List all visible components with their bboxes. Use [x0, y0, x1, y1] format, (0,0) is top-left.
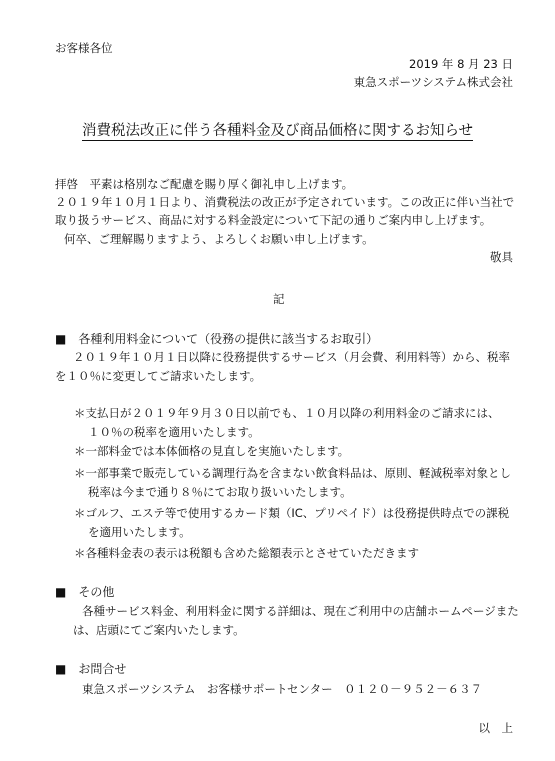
- body-greeting: 拝啓 平素は格別なご配慮を賜り厚く御礼申し上げます。: [55, 177, 354, 191]
- ending-ijou: 以 上: [478, 721, 513, 735]
- recipient: お客様各位: [55, 41, 113, 55]
- note-1: ＊支払日が２０１９年９月３０日以前でも、１０月以降の利用料金のご請求には、: [74, 406, 500, 420]
- section-heading-fees: ■ 各種利用料金について（役務の提供に該当するお取引）: [55, 332, 379, 346]
- note-4: ＊ゴルフ、エステ等で使用するカード類（IC、プリペイド）は役務提供時点での課税: [74, 506, 510, 520]
- closing-keigu: 敬具: [490, 250, 513, 264]
- document-title: 消費税法改正に伴う各種料金及び商品価格に関するお知らせ: [81, 123, 474, 139]
- section2-text-1: 各種サービス料金、利用料金に関する詳細は、現在ご利用中の店舗ホームページまた: [82, 604, 519, 618]
- ki-marker: 記: [273, 292, 285, 306]
- date: 2019 年 8 月 23 日: [409, 57, 513, 71]
- section1-text-2: を１０％に変更してご請求いたします。: [55, 369, 262, 383]
- note-3-cont: 税率は今まで通り８％にてお取り扱いいたします。: [88, 485, 352, 499]
- body-line-4: 何卒、ご理解賜りますよう、よろしくお願い申し上げます。: [64, 232, 374, 246]
- note-5: ＊各種料金表の表示は税額も含めた総額表示とさせていただきます: [74, 546, 419, 560]
- contact-info: 東急スポーツシステム お客様サポートセンター ０１２０－９５２－６３７: [82, 682, 483, 696]
- body-line-2: ２０１９年１０月１日より、消費税法の改正が予定されています。この改正に伴い当社で: [55, 195, 515, 209]
- section-heading-contact: ■ お問合せ: [55, 662, 127, 676]
- company-name: 東急スポーツシステム株式会社: [353, 75, 513, 89]
- note-2: ＊一部料金では本体価格の見直しを実施いたします。: [74, 444, 350, 458]
- section-heading-other: ■ その他: [55, 585, 115, 599]
- section2-text-2: は、店頭にてご案内いたします。: [73, 623, 245, 637]
- note-4-cont: を適用いたします。: [88, 525, 191, 539]
- note-3: ＊一部事業で販売している調理行為を含まない飲食料品は、原則、軽減税率対象とし: [74, 466, 511, 480]
- body-line-3: 取り扱うサービス、商品に対する料金設定について下記の通りご案内申し上げます。: [55, 213, 492, 227]
- note-1-cont: １０％の税率を適用いたします。: [88, 425, 260, 439]
- section1-text-1: ２０１９年１０月１日以降に役務提供するサービス（月会費、利用料等）から、税率: [73, 350, 510, 364]
